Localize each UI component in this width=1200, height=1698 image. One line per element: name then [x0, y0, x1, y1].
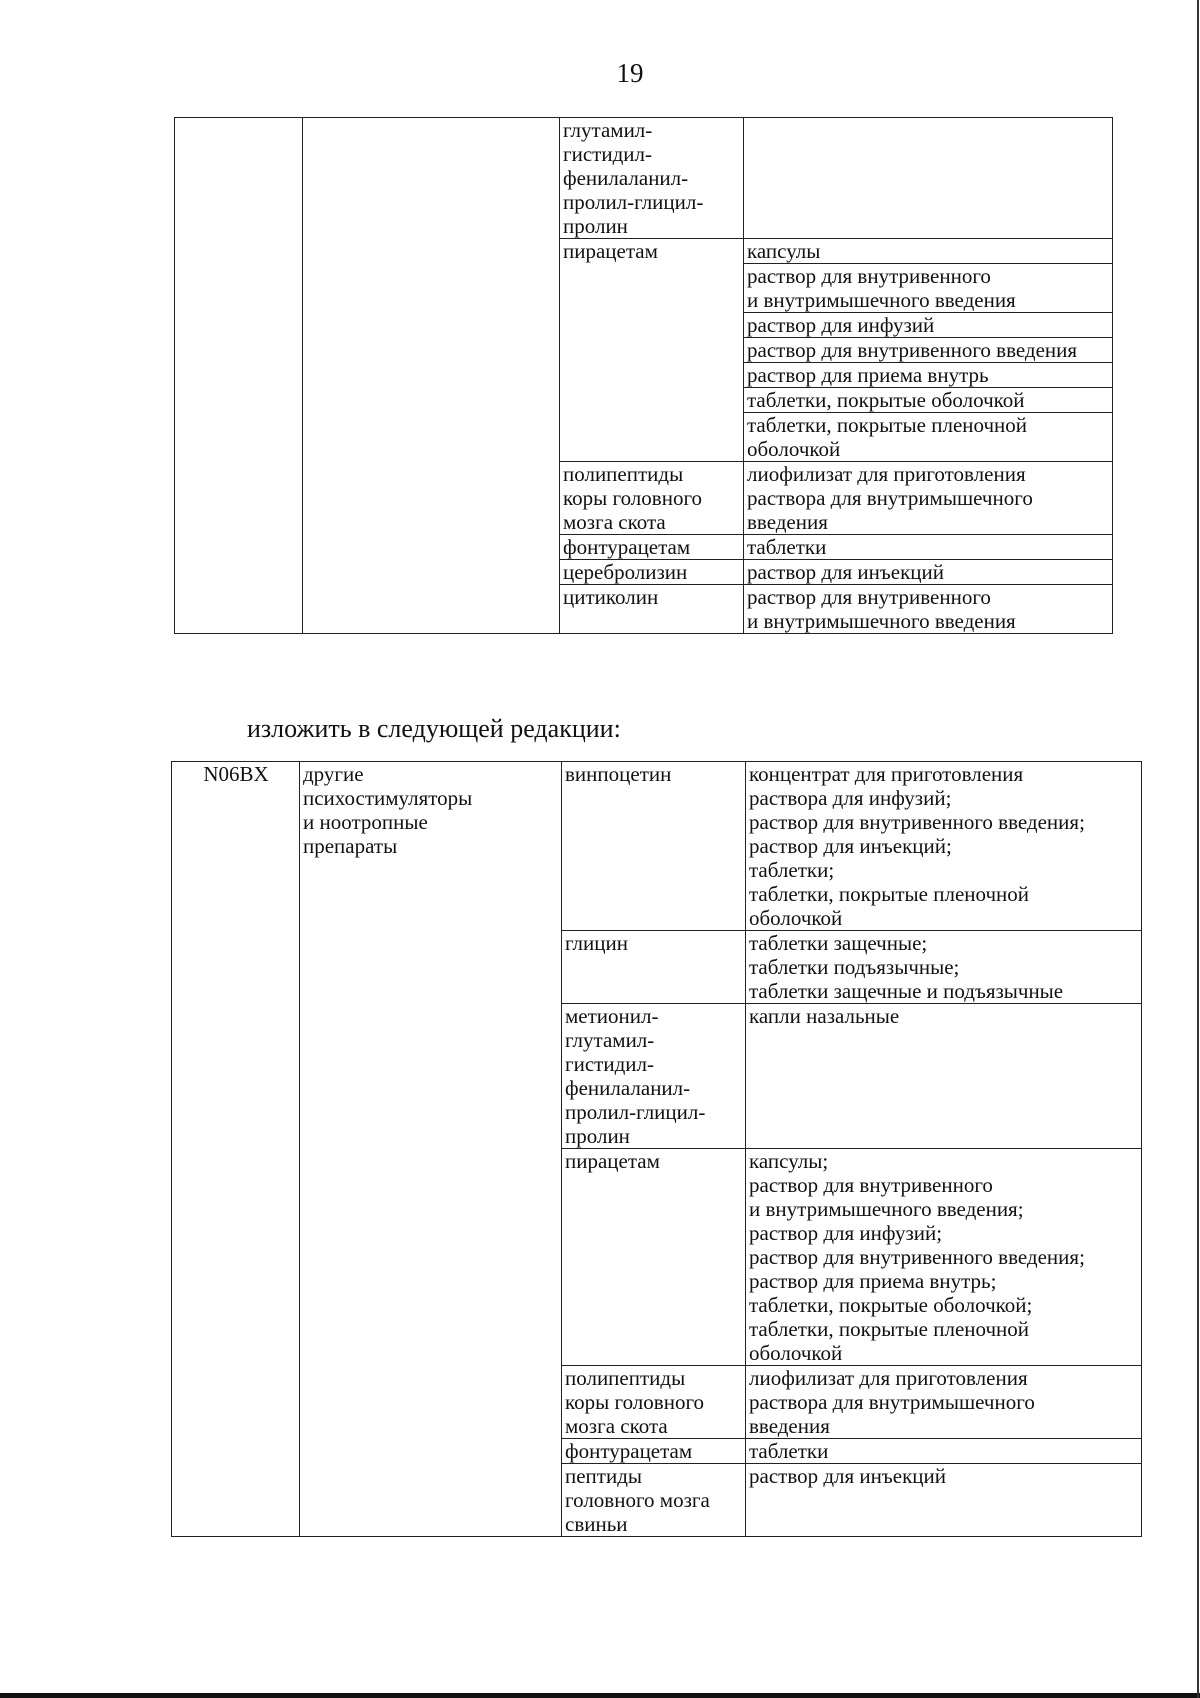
- previous-version-table: [174, 117, 1113, 634]
- dosage-form-cell: раствор для внутривенного и внутримышечного введения: [744, 264, 1113, 313]
- drug-name-cell: пептиды головного мозга свиньи: [562, 1464, 746, 1537]
- dosage-form-cell: раствор для инъекций: [744, 560, 1113, 585]
- drug-name-cell: глутамил- гистидил- фенилаланил- пролил-глицил- пролин: [560, 118, 744, 239]
- new-version-table: [171, 761, 1142, 1537]
- dosage-form-cell: раствор для внутривенного и внутримышечного введения: [744, 585, 1113, 634]
- dosage-form-cell: таблетки, покрытые оболочкой: [744, 388, 1113, 413]
- drug-name-cell: полипептиды коры головного мозга скота: [562, 1366, 746, 1439]
- group-name-cell: другие психостимуляторы и ноотропные препараты: [300, 762, 562, 1537]
- drug-name-cell: церебролизин: [560, 560, 744, 585]
- amendment-caption: изложить в следующей редакции:: [247, 714, 621, 743]
- dosage-form-cell: раствор для инъекций: [746, 1464, 1142, 1537]
- dosage-form-cell: [744, 118, 1113, 239]
- drug-name-cell: пирацетам: [562, 1149, 746, 1366]
- dosage-form-cell: капсулы: [744, 239, 1113, 264]
- dosage-form-cell: капсулы; раствор для внутривенного и внутримышечного введения; раствор для инфузий; раствор для внутривенного введения; раствор для приема внутрь; таблетки, покрытые оболочкой; таблетки, покрытые пленочной оболочкой: [746, 1149, 1142, 1366]
- drug-name-cell: метионил- глутамил- гистидил- фенилаланил- пролил-глицил- пролин: [562, 1004, 746, 1149]
- drug-name-cell: фонтурацетам: [562, 1439, 746, 1464]
- code-cell-empty: [175, 118, 303, 634]
- dosage-form-cell: лиофилизат для приготовления раствора для внутримышечного введения: [746, 1366, 1142, 1439]
- dosage-form-cell: капли назальные: [746, 1004, 1142, 1149]
- dosage-form-cell: таблетки: [746, 1439, 1142, 1464]
- dosage-form-cell: раствор для инфузий: [744, 313, 1113, 338]
- dosage-form-cell: лиофилизат для приготовления раствора для внутримышечного введения: [744, 462, 1113, 535]
- dosage-form-cell: раствор для внутривенного введения: [744, 338, 1113, 363]
- dosage-form-cell: концентрат для приготовления раствора для инфузий; раствор для внутривенного введения; раствор для инъекций; таблетки; таблетки, покрытые пленочной оболочкой: [746, 762, 1142, 931]
- dosage-form-cell: таблетки, покрытые пленочной оболочкой: [744, 413, 1113, 462]
- scan-edge-bottom: [0, 1693, 1200, 1698]
- dosage-form-cell: раствор для приема внутрь: [744, 363, 1113, 388]
- drug-name-cell: фонтурацетам: [560, 535, 744, 560]
- drug-name-cell: полипептиды коры головного мозга скота: [560, 462, 744, 535]
- table-row: [172, 762, 1142, 931]
- table-row: [175, 118, 1113, 239]
- atc-code-cell: N06BX: [172, 762, 300, 1537]
- dosage-form-cell: таблетки: [744, 535, 1113, 560]
- drug-name-cell: цитиколин: [560, 585, 744, 634]
- drug-name-cell: глицин: [562, 931, 746, 1004]
- scan-edge-right: [1197, 0, 1199, 1698]
- dosage-form-cell: таблетки защечные; таблетки подъязычные; таблетки защечные и подъязычные: [746, 931, 1142, 1004]
- group-cell-empty: [303, 118, 560, 634]
- drug-name-cell: винпоцетин: [562, 762, 746, 931]
- drug-name-cell: пирацетам: [560, 239, 744, 462]
- page-number: 19: [616, 58, 644, 88]
